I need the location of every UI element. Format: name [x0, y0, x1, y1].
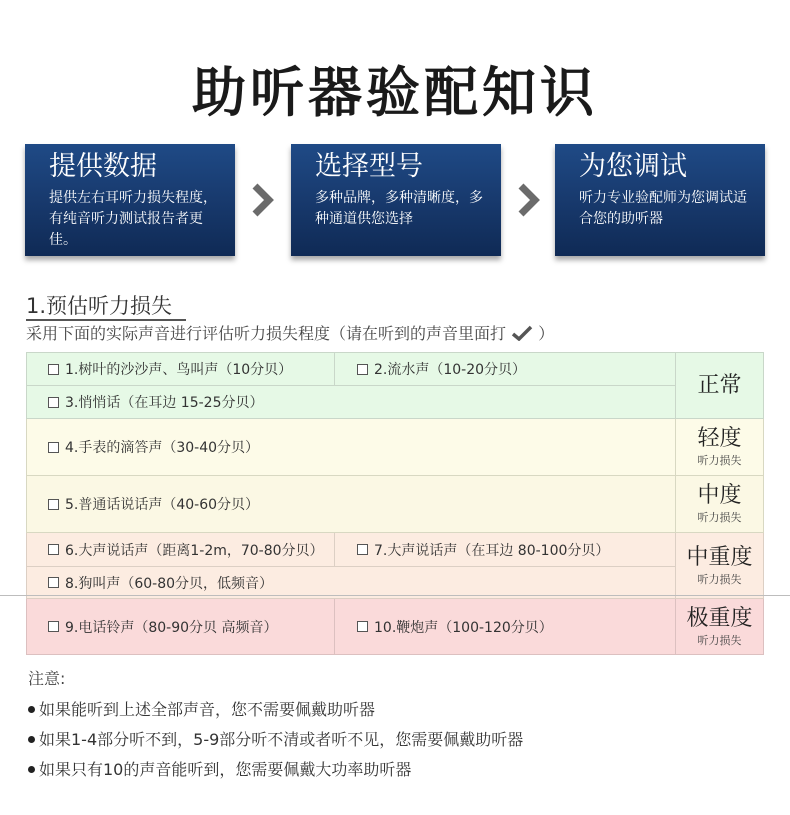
level-label: 极重度 [686, 605, 753, 631]
divider [0, 595, 790, 596]
step-title: 提供数据 [49, 151, 157, 182]
level-severe [676, 599, 763, 654]
step-title: 选择型号 [315, 151, 423, 182]
checkbox[interactable] [48, 544, 59, 555]
checkbox[interactable] [357, 544, 368, 555]
note-item [28, 757, 411, 780]
item-label: 5.普通话说话声（40-60分贝） [65, 497, 260, 513]
note-text: 如果能听到上述全部声音，您不需要佩戴助听器 [39, 700, 376, 719]
note-text: 如果1-4部分听不到，5-9部分听不清或者听不见，您需要佩戴助听器 [39, 730, 524, 749]
bullet-icon [28, 766, 35, 773]
level-sublabel: 听力损失 [697, 511, 742, 524]
list-item[interactable] [335, 353, 675, 385]
step-desc: 提供左右耳听力损失程度，有纯音听力测试报告者更佳。 [49, 190, 217, 248]
list-item[interactable] [26, 386, 674, 418]
level-label: 中重度 [686, 544, 753, 570]
list-item[interactable] [26, 567, 674, 598]
list-item[interactable] [26, 476, 674, 532]
item-label: 9.电话铃声（80-90分贝 高频音） [65, 619, 278, 636]
level-sublabel: 听力损失 [697, 454, 742, 467]
step-title: 为您调试 [579, 151, 687, 182]
level-label: 正常 [697, 372, 742, 398]
step-card-provide-data [25, 144, 235, 256]
list-item[interactable] [335, 533, 675, 566]
list-item[interactable] [26, 599, 334, 654]
note-item [28, 727, 523, 750]
checkbox[interactable] [48, 577, 59, 588]
section-subtitle-text: 采用下面的实际声音进行评估听力损失程度（请在听到的声音里面打 [26, 324, 507, 343]
level-moderately-severe [676, 533, 763, 598]
item-label: 10.鞭炮声（100-120分贝） [374, 619, 553, 636]
item-label: 2.流水声（10-20分贝） [374, 362, 527, 378]
level-label: 中度 [697, 483, 742, 508]
bullet-icon [28, 706, 35, 713]
step-card-fitting [555, 144, 765, 256]
step-desc: 听力专业验配师为您调试适合您的助听器 [579, 190, 747, 227]
checkbox[interactable] [357, 621, 368, 632]
notes-title: 注意: [28, 669, 66, 688]
list-item[interactable] [26, 533, 334, 566]
step-desc: 多种品牌，多种清晰度，多种通道供您选择 [315, 190, 483, 227]
page-title: 助听器验配知识 [192, 61, 598, 124]
item-label: 6.大声说话声（距离1-2m，70-80分贝） [65, 542, 324, 559]
checkbox[interactable] [48, 397, 59, 408]
step-card-select-model [291, 144, 501, 256]
item-label: 3.悄悄话（在耳边 15-25分贝） [65, 395, 264, 411]
level-label: 轻度 [697, 426, 742, 451]
section-subtitle [26, 323, 554, 345]
item-label: 4.手表的滴答声（30-40分贝） [65, 440, 260, 456]
item-label: 1.树叶的沙沙声、鸟叫声（10分贝） [65, 362, 293, 378]
section-subtitle-end: ） [538, 324, 555, 343]
list-item[interactable] [335, 599, 675, 654]
section-title: 1.预估听力损失 [26, 294, 173, 318]
level-mild [676, 419, 763, 475]
list-item[interactable] [26, 419, 674, 475]
level-sublabel: 听力损失 [697, 572, 742, 586]
note-text: 如果只有10的声音能听到，您需要佩戴大功率助听器 [39, 760, 412, 779]
checkbox[interactable] [48, 499, 59, 510]
checkbox[interactable] [357, 364, 368, 375]
item-label: 8.狗叫声（60-80分贝，低频音） [65, 575, 274, 592]
section-underline [26, 319, 186, 321]
bullet-icon [28, 736, 35, 743]
level-sublabel: 听力损失 [697, 633, 742, 647]
checkbox[interactable] [48, 364, 59, 375]
level-normal [676, 353, 763, 418]
chevron-right-icon [251, 182, 275, 218]
check-icon [511, 325, 533, 341]
note-item [28, 697, 375, 720]
checkbox[interactable] [48, 621, 59, 632]
item-label: 7.大声说话声（在耳边 80-100分贝） [374, 542, 610, 559]
list-item[interactable] [26, 353, 334, 385]
chevron-right-icon [517, 182, 541, 218]
level-moderate [676, 476, 763, 532]
checkbox[interactable] [48, 442, 59, 453]
